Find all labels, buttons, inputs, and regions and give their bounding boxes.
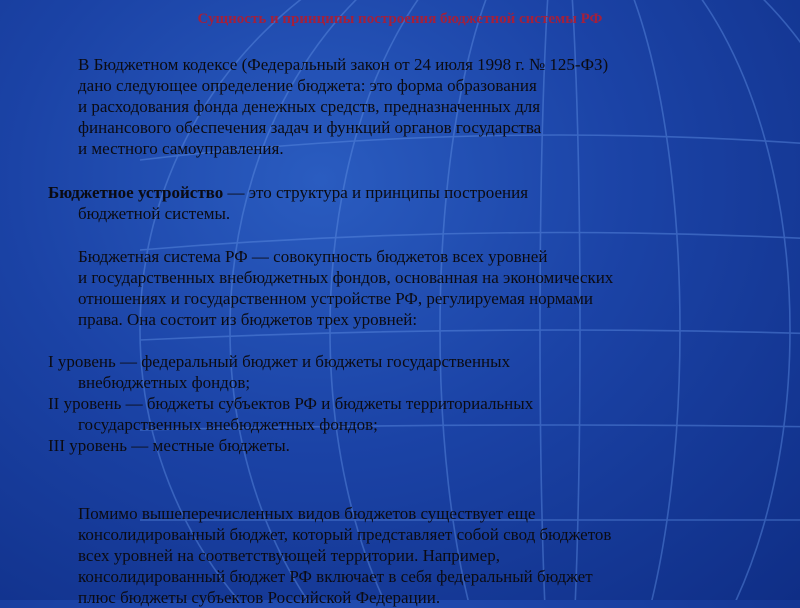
system-line: права. Она состоит из бюджетов трех уровней: <box>78 310 418 329</box>
budget-structure-continuation: бюджетной системы. <box>78 204 231 223</box>
budget-structure-definition: — это структура и принципы построения <box>223 183 529 202</box>
consolidated-line: всех уровней на соответствующей территории. Например, <box>78 546 500 565</box>
consolidated-line: консолидированный бюджет, который представляет собой свод бюджетов <box>78 525 612 544</box>
budget-system-paragraph <box>48 246 613 330</box>
definition-line: дано следующее определение бюджета: это форма образования <box>78 76 537 95</box>
definition-line: финансового обеспечения задач и функций органов государства <box>78 118 542 137</box>
budget-level-continuation: государственных внебюджетных фондов; <box>78 415 378 434</box>
consolidated-line: Помимо вышеперечисленных видов бюджетов существует еще <box>78 504 536 523</box>
budget-structure-term: Бюджетное устройство <box>48 183 224 202</box>
budget-level-continuation: внебюджетных фондов; <box>78 373 251 392</box>
consolidated-line: консолидированный бюджет РФ включает в себя федеральный бюджет <box>78 567 593 586</box>
budget-level-item: III уровень — местные бюджеты. <box>48 436 290 455</box>
consolidated-budget-paragraph <box>48 503 611 608</box>
definition-line: и расходования фонда денежных средств, предназначенных для <box>78 97 541 116</box>
definition-line: В Бюджетном кодексе (Федеральный закон от 24 июля 1998 г. № 125-ФЗ) <box>78 55 609 74</box>
system-line: и государственных внебюджетных фондов, основанная на экономических <box>78 268 614 287</box>
definition-line: и местного самоуправления. <box>78 139 284 158</box>
budget-definition-paragraph <box>48 54 608 159</box>
consolidated-line: плюс бюджеты субъектов Российской Федерации. <box>78 588 441 607</box>
budget-level-item: I уровень — федеральный бюджет и бюджеты государственных <box>48 352 511 371</box>
slide-title: Сущность и принципы построения бюджетной системы РФ <box>197 11 603 27</box>
budget-structure-paragraph <box>48 182 528 224</box>
budget-levels-list <box>48 351 533 456</box>
system-line: Бюджетная система РФ — совокупность бюджетов всех уровней <box>78 247 548 266</box>
system-line: отношениях и государственном устройстве РФ, регулируемая нормами <box>78 289 593 308</box>
budget-level-item: II уровень — бюджеты субъектов РФ и бюджеты территориальных <box>48 394 534 413</box>
